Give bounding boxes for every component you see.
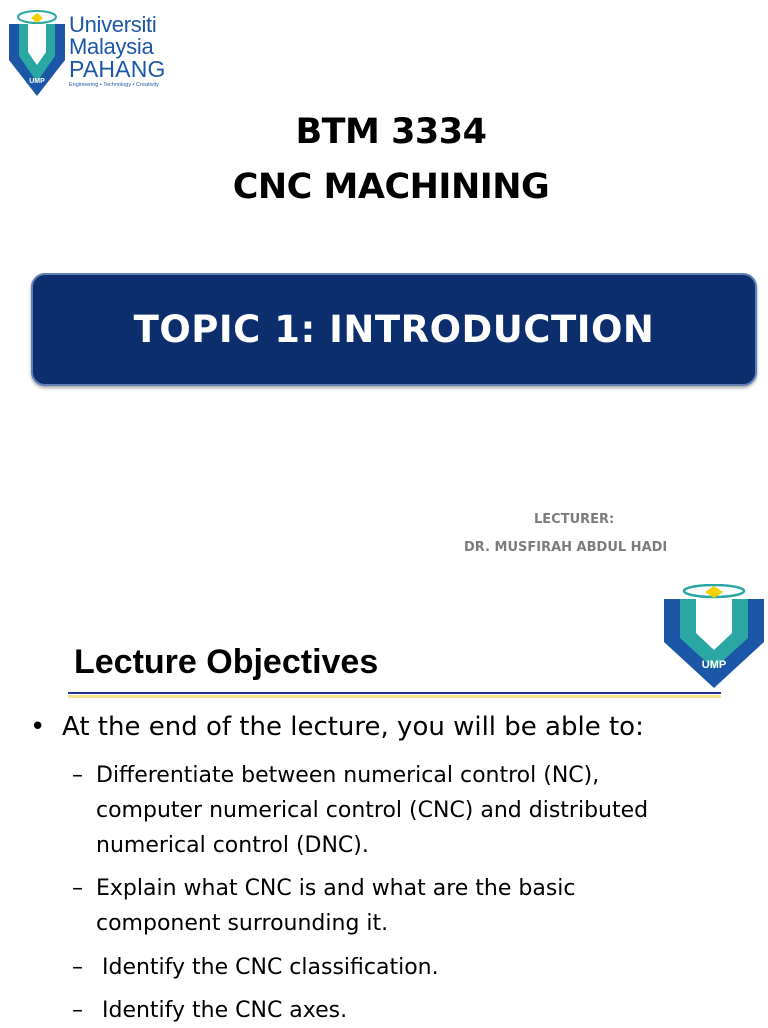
dash-marker: – bbox=[72, 955, 83, 980]
shield-text: UMP bbox=[29, 78, 45, 85]
sub-item-line: component surrounding it. bbox=[96, 911, 389, 936]
dash-marker: – bbox=[72, 876, 83, 901]
university-tagline: Engineering • Technology • Creativity bbox=[69, 82, 159, 88]
topic-title: TOPIC 1: INTRODUCTION bbox=[133, 308, 655, 351]
university-name bbox=[69, 14, 166, 89]
course-name: CNC MACHINING bbox=[232, 167, 550, 207]
sub-item-line: Identify the CNC axes. bbox=[102, 998, 348, 1023]
ump-logo-small bbox=[660, 584, 768, 690]
heading-rule-accent bbox=[68, 695, 721, 698]
dash-marker: – bbox=[72, 998, 83, 1023]
topic-banner bbox=[31, 273, 757, 386]
heading-rule bbox=[68, 692, 721, 694]
objectives-heading: Lecture Objectives bbox=[74, 643, 379, 681]
sub-item-line: Identify the CNC classification. bbox=[102, 955, 439, 980]
lecturer-name: DR. MUSFIRAH ABDUL HADI bbox=[464, 540, 668, 555]
university-logo bbox=[6, 10, 176, 98]
shield-text: UMP bbox=[701, 659, 727, 671]
ump-shield-icon bbox=[660, 584, 768, 690]
university-line-2: Malaysia bbox=[69, 34, 154, 59]
sub-item-line: computer numerical control (CNC) and distributed bbox=[96, 798, 649, 823]
lecturer-label: LECTURER: bbox=[534, 512, 615, 527]
sub-item-line: Explain what CNC is and what are the basic bbox=[96, 876, 576, 901]
university-line-1: Universiti bbox=[69, 12, 157, 37]
ump-shield-icon bbox=[6, 10, 68, 98]
dash-marker: – bbox=[72, 763, 83, 788]
university-line-3: PAHANG bbox=[69, 56, 166, 82]
bullet-marker: • bbox=[30, 712, 46, 742]
course-code: BTM 3334 bbox=[295, 112, 487, 152]
bullet-text: At the end of the lecture, you will be able to: bbox=[62, 712, 644, 742]
sub-item-line: numerical control (DNC). bbox=[96, 833, 369, 858]
sub-item-line: Differentiate between numerical control (NC), bbox=[96, 763, 600, 788]
